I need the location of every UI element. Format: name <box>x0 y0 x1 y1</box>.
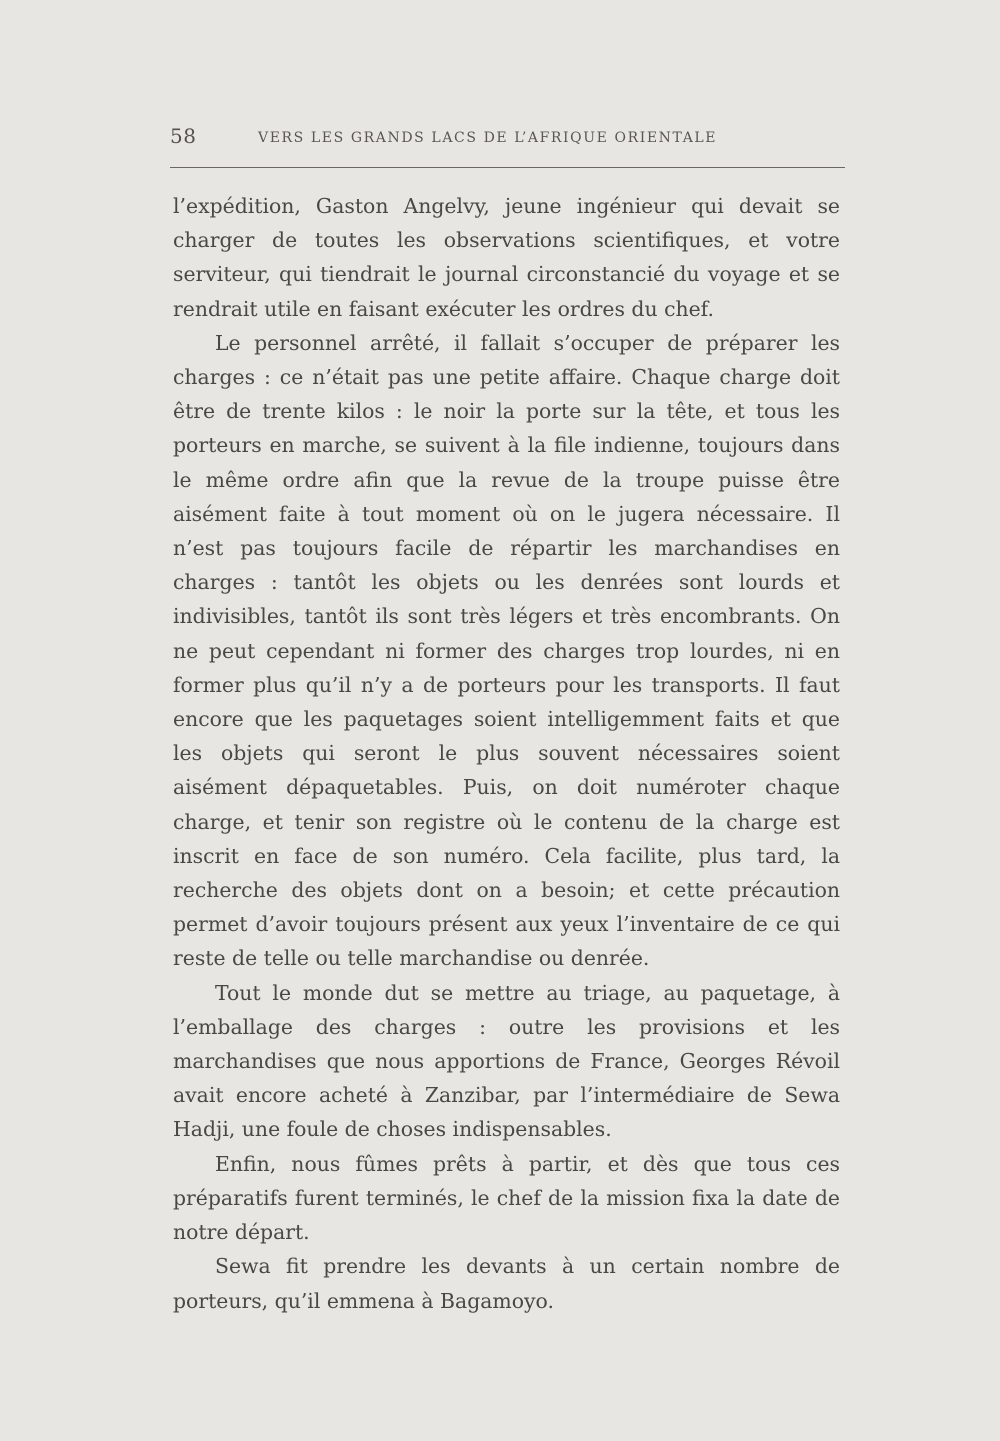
body-text <box>173 189 840 1318</box>
header-rule <box>170 167 845 168</box>
running-title: VERS LES GRANDS LACS DE L’AFRIQUE ORIENTALE <box>258 130 718 146</box>
page-number: 58 <box>170 124 197 148</box>
paragraph: Tout le monde dut se mettre au triage, au paquetage, à l’emballage des charges : outre les provisions et les marchandises que nous apportions de France, Georges Révoil avait encore acheté à Zanzibar, par l’intermédiaire de Sewa Hadji, une foule de choses indispensables. <box>173 980 840 1142</box>
paragraph: Sewa fit prendre les devants à un certain nombre de porteurs, qu’il emmena à Bagamoyo. <box>173 1254 840 1313</box>
page-header <box>170 124 845 154</box>
paragraph: l’expédition, Gaston Angelvy, jeune ingénieur qui devait se charger de toutes les observations scientifiques, et votre serviteur, qui tiendrait le journal circonstancié du voyage et se rendrait utile en faisant exécuter les ordres du chef. <box>173 194 840 321</box>
paragraph: Le personnel arrêté, il fallait s’occuper de préparer les charges : ce n’était pas une petite affaire. Chaque charge doit être de trente kilos : le noir la porte sur la tête, et tous les porteurs en marche, se suivent à la file indienne, toujours dans le même ordre afin que la revue de la troupe puisse être aisément faite à tout moment où on le jugera nécessaire. Il n’est pas toujours facile de répartir les marchandises en charges : tantôt les objets ou les denrées sont lourds et indivisibles, tantôt ils sont très légers et très encombrants. On ne peut cependant ni former des charges trop lourdes, ni en former plus qu’il n’y a de porteurs pour les transports. Il faut encore que les paquetages soient intelligemment faits et que les objets qui seront le plus souvent nécessaires soient aisément dépaquetables. Puis, on doit numéroter chaque charge, et tenir son registre où le contenu de la charge est inscrit en face de son numéro. Cela facilite, plus tard, la recherche des objets dont on a besoin; et cette précaution permet d’avoir toujours présent aux yeux l’inventaire de ce qui reste de telle ou telle marchandise ou denrée. <box>173 330 840 971</box>
paragraph: Enfin, nous fûmes prêts à partir, et dès que tous ces préparatifs furent terminés, le chef de la mission fixa la date de notre départ. <box>173 1151 840 1245</box>
